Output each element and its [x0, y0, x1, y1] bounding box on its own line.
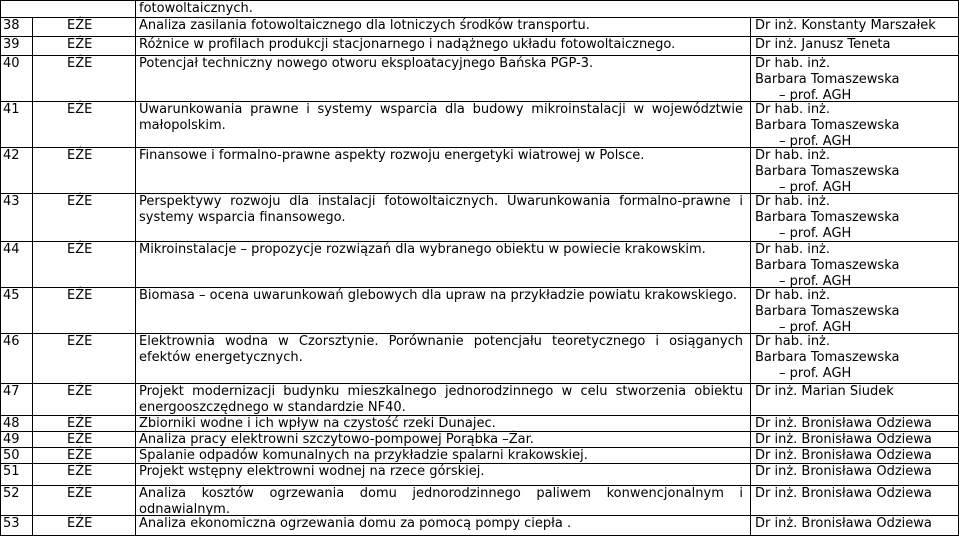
- supervisor-line: Dr inż. Konstanty Marszałek: [755, 18, 936, 33]
- topic-category: EŹE: [67, 56, 93, 71]
- supervisor-cell: [755, 448, 932, 464]
- supervisor-line: Barbara Tomaszewska: [755, 258, 900, 273]
- topic-title: Projekt wstępny elektrowni wodnej na rzece górskiej.: [139, 464, 485, 479]
- topic-category: EŹE: [67, 148, 93, 163]
- topic-category: EŹE: [67, 242, 93, 257]
- supervisor-cell: [755, 56, 905, 104]
- topic-title: Spalanie odpadów komunalnych na przykładzie spalarni krakowskiej.: [139, 448, 588, 463]
- topic-number: 50: [3, 448, 20, 463]
- table-row: [0, 193, 959, 241]
- supervisor-cell: [755, 384, 905, 400]
- supervisor-line: Dr hab. inż.: [755, 242, 831, 257]
- table-row: [0, 287, 959, 333]
- supervisor-line: Dr hab. inż.: [755, 102, 831, 117]
- supervisor-line: Barbara Tomaszewska: [755, 72, 900, 87]
- supervisor-line: Dr inż. Bronisława Odziewa: [755, 416, 932, 431]
- supervisor-cell: [755, 194, 905, 242]
- supervisor-line: Dr hab. inż.: [755, 56, 831, 71]
- supervisor-cell: [755, 18, 936, 34]
- topic-title: Uwarunkowania prawne i systemy wsparcia dla budowy mikroinstalacji w województwie małopolskim.: [139, 102, 743, 133]
- supervisor-line: Barbara Tomaszewska: [755, 164, 900, 179]
- supervisor-cell: [755, 148, 905, 196]
- topic-number: 42: [3, 148, 20, 163]
- table-row: [0, 447, 959, 463]
- supervisor-line: – prof. AGH: [779, 88, 852, 103]
- supervisor-line: Dr hab. inż.: [755, 334, 831, 349]
- supervisor-cell: [755, 486, 932, 502]
- supervisor-line: Dr hab. inż.: [755, 148, 831, 163]
- supervisor-cell: [755, 242, 905, 290]
- supervisor-line: Barbara Tomaszewska: [755, 350, 900, 365]
- topic-title: Biomasa – ocena uwarunkowań glebowych dla upraw na przykładzie powiatu krakowskiego.: [139, 288, 737, 303]
- supervisor-line: Dr inż. Janusz Teneta: [755, 37, 891, 52]
- topic-title: Analiza zasilania fotowoltaicznego dla lotniczych środków transportu.: [139, 18, 590, 33]
- supervisor-line: – prof. AGH: [779, 180, 852, 195]
- topic-category: EŹE: [67, 432, 93, 447]
- topic-title: Projekt modernizacji budynku mieszkalnego jednorodzinnego w celu stworzenia obiektu energooszczędnego w standardzie NF40.: [139, 384, 743, 415]
- topic-title: Potencjał techniczny nowego otworu eksploatacyjnego Bańska PGP-3.: [139, 56, 594, 71]
- topic-category: EZE: [67, 334, 93, 349]
- topic-category: EŹE: [67, 416, 93, 431]
- supervisor-line: Dr hab. inż.: [755, 194, 831, 209]
- supervisor-line: Barbara Tomaszewska: [755, 304, 900, 319]
- supervisor-line: Dr hab. inż.: [755, 288, 831, 303]
- topic-number: 44: [3, 242, 20, 257]
- topic-category: EŹE: [67, 102, 93, 117]
- topic-category: EŹE: [67, 384, 93, 399]
- table-row: [0, 241, 959, 287]
- supervisor-cell: [755, 416, 932, 432]
- supervisor-line: Barbara Tomaszewska: [755, 210, 900, 225]
- topic-number: 52: [3, 486, 20, 501]
- table-row: [0, 147, 959, 193]
- topic-title: Różnice w profilach produkcji stacjonarnego i nadążnego układu fotowoltaicznego.: [139, 37, 676, 52]
- row-border: [0, 0, 959, 1]
- supervisor-line: – prof. AGH: [779, 274, 852, 289]
- topic-title: Perspektywy rozwoju dla instalacji fotowoltaicznych. Uwarunkowania formalno-prawne i systemy wsparcia finansowego.: [139, 194, 743, 225]
- topic-number: 40: [3, 56, 20, 71]
- supervisor-line: Dr inż. Bronisława Odziewa: [755, 464, 932, 479]
- supervisor-line: – prof. AGH: [779, 366, 852, 381]
- table-row: [0, 415, 959, 431]
- topic-number: 49: [3, 432, 20, 447]
- supervisor-cell: [755, 102, 905, 150]
- supervisor-cell: [755, 288, 905, 336]
- topic-number: 51: [3, 464, 20, 479]
- table-row: [0, 431, 959, 447]
- topic-number: 41: [3, 102, 20, 117]
- topic-number: 45: [3, 288, 20, 303]
- continued-title-fragment: fotowoltaicznych.: [139, 1, 253, 16]
- topic-category: EŹE: [67, 194, 93, 209]
- supervisor-line: – prof. AGH: [779, 134, 852, 149]
- table-row: [0, 36, 959, 55]
- topic-title: Finansowe i formalno-prawne aspekty rozwoju energetyki wiatrowej w Polsce.: [139, 148, 645, 163]
- topic-category: EŹE: [67, 288, 93, 303]
- topic-category: EŹE: [67, 516, 93, 531]
- topic-number: 48: [3, 416, 20, 431]
- topic-number: 43: [3, 194, 20, 209]
- topic-title: Zbiorniki wodne i ich wpływ na czystość rzeki Dunajec.: [139, 416, 496, 431]
- table-row: [0, 515, 959, 535]
- topic-category: EŹE: [67, 448, 93, 463]
- table-row: [0, 101, 959, 147]
- topic-title: Analiza kosztów ogrzewania domu jednorodzinnego paliwem konwencjonalnym i odnawialnym.: [139, 486, 743, 517]
- supervisor-cell: [755, 334, 905, 382]
- table-row: [0, 17, 959, 36]
- supervisor-line: Dr inż. Bronisława Odziewa: [755, 432, 932, 447]
- supervisor-line: Barbara Tomaszewska: [755, 118, 900, 133]
- table-row: [0, 485, 959, 515]
- topic-category: EŹE: [67, 18, 93, 33]
- supervisor-line: – prof. AGH: [779, 320, 852, 335]
- topic-category: EŹE: [67, 37, 93, 52]
- topic-number: 39: [3, 37, 20, 52]
- supervisor-line: Dr inż. Bronisława Odziewa: [755, 516, 932, 531]
- topic-category: EŹE: [67, 464, 93, 479]
- supervisor-cell: [755, 516, 932, 532]
- supervisor-line: Dr inż. Marian Siudek: [755, 384, 894, 399]
- table-row: [0, 383, 959, 415]
- topic-category: EŹE: [67, 486, 93, 501]
- topic-title: Analiza ekonomiczna ogrzewania domu za pomocą pompy ciepła .: [139, 516, 572, 531]
- topic-number: 38: [3, 18, 20, 33]
- supervisor-line: – prof. AGH: [779, 226, 852, 241]
- supervisor-line: Dr inż. Bronisława Odziewa: [755, 448, 932, 463]
- topic-number: 47: [3, 384, 20, 399]
- supervisor-cell: [755, 464, 932, 480]
- table-row: [0, 463, 959, 485]
- topic-title: Analiza pracy elektrowni szczytowo-pompowej Porąbka –Żar.: [139, 432, 534, 447]
- table-row: [0, 333, 959, 383]
- table-row: [0, 55, 959, 101]
- topic-title: Mikroinstalacje – propozycje rozwiązań dla wybranego obiektu w powiecie krakowskim.: [139, 242, 706, 257]
- supervisor-cell: [755, 432, 932, 448]
- topic-number: 53: [3, 516, 20, 531]
- topic-number: 46: [3, 334, 20, 349]
- topic-title: Elektrownia wodna w Czorsztynie. Porównanie potencjału teoretycznego i osiąganych efektów energetycznych.: [139, 334, 743, 365]
- supervisor-line: Dr inż. Bronisława Odziewa: [755, 486, 932, 501]
- supervisor-cell: [755, 37, 905, 53]
